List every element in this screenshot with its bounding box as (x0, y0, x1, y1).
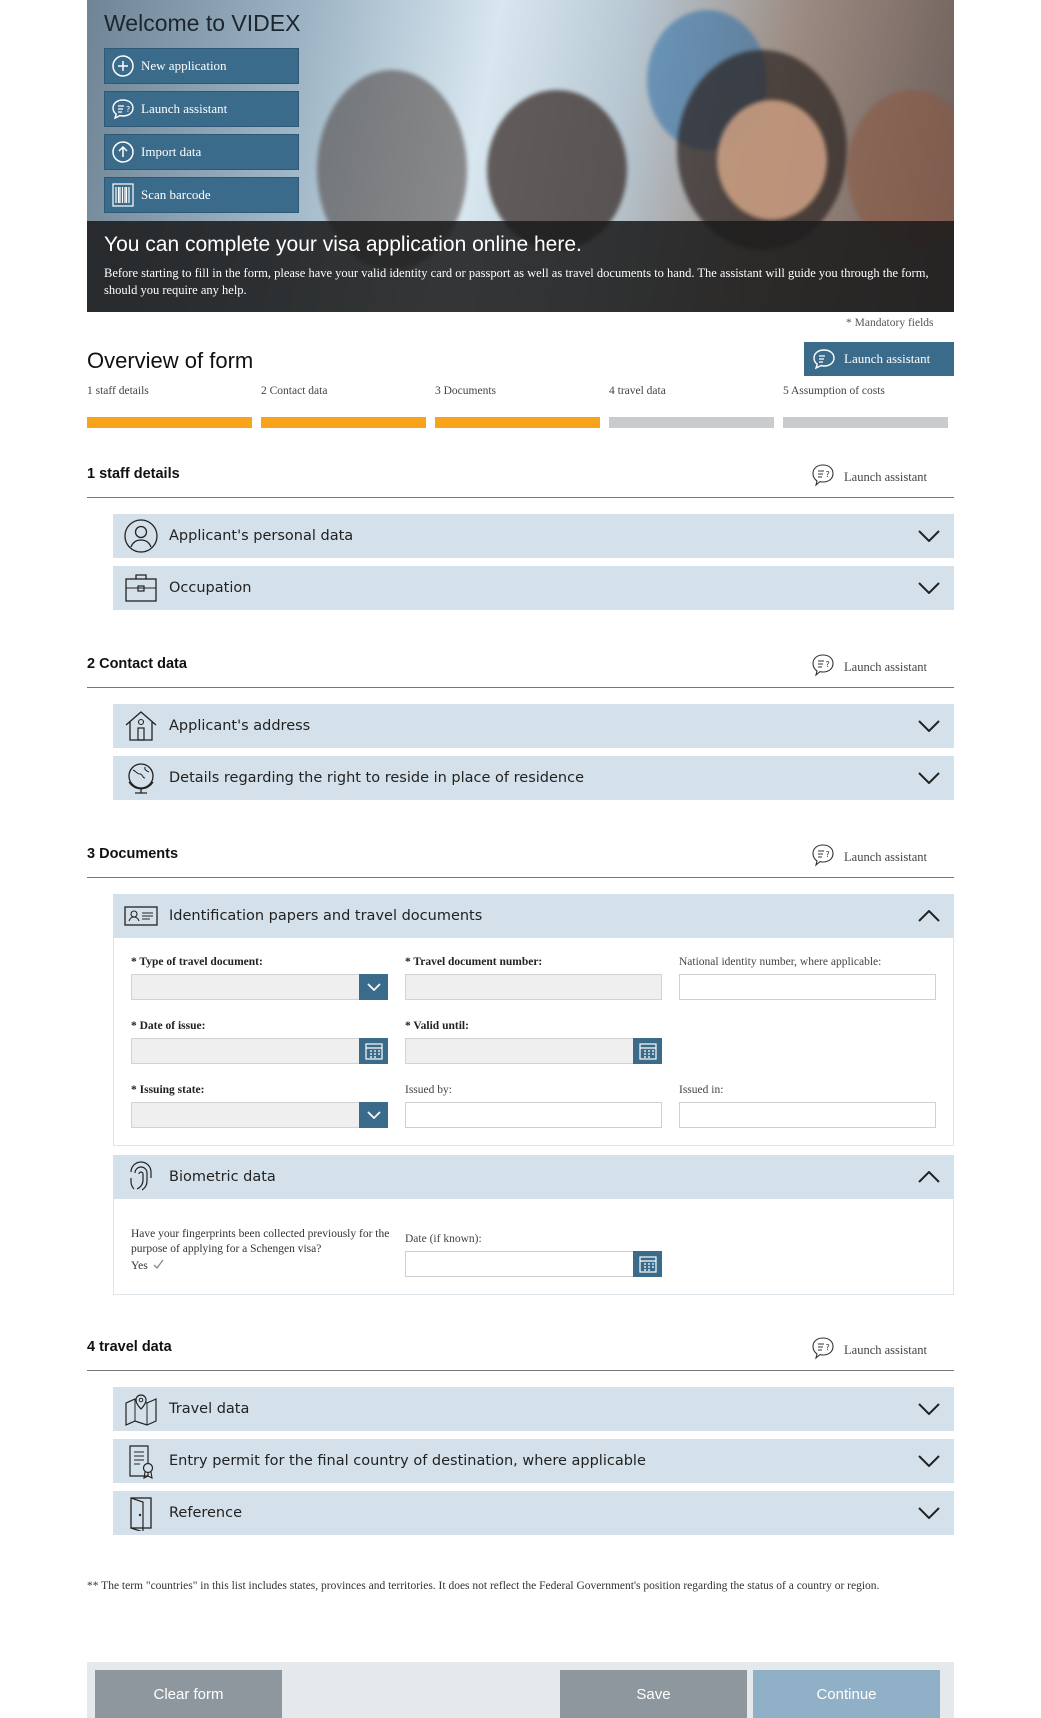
accordion-reference[interactable] (113, 1491, 954, 1535)
accordion-label: Entry permit for the final country of destination, where applicable (169, 1453, 646, 1469)
chat-bubble-icon (105, 91, 141, 127)
chat-bubble-icon (810, 842, 836, 872)
accordion-identification-papers[interactable] (113, 894, 954, 938)
checkmark-icon[interactable] (153, 1259, 164, 1273)
overview-launch-assistant-button[interactable] (804, 342, 954, 376)
chat-bubble-icon (810, 652, 836, 682)
chevron-down-icon (904, 1507, 954, 1519)
house-icon (113, 704, 169, 748)
step-5[interactable] (783, 385, 948, 428)
fingerprint-icon (113, 1155, 169, 1199)
chevron-down-icon[interactable] (359, 974, 388, 1000)
continue-button[interactable]: Continue (753, 1670, 940, 1718)
calendar-icon[interactable] (633, 1038, 662, 1064)
banner-heading: You can complete your visa application online here. (104, 233, 582, 256)
date-of-issue-input[interactable] (131, 1038, 388, 1064)
issued-in-field (679, 1084, 936, 1128)
accordion-label: Reference (169, 1505, 243, 1521)
step-4[interactable] (609, 385, 774, 428)
hero-info-banner (87, 221, 954, 312)
section-title: 1 staff details (87, 466, 180, 482)
step-label: 5 Assumption of costs (783, 385, 885, 397)
import-data-label: Import data (141, 144, 202, 159)
step-label: 3 Documents (435, 385, 497, 397)
hero-title: Welcome to VIDEX (104, 10, 301, 36)
clear-form-button[interactable]: Clear form (95, 1670, 282, 1718)
calendar-icon[interactable] (633, 1251, 662, 1277)
fingerprint-date-input[interactable] (405, 1251, 662, 1277)
accordion-biometric-data[interactable] (113, 1155, 954, 1199)
save-button[interactable]: Save (560, 1670, 747, 1718)
import-data-button[interactable] (104, 134, 299, 170)
section-contact-data-header (87, 648, 954, 688)
accordion-label: Details regarding the right to reside in place of residence (169, 770, 584, 786)
form-footer (87, 1662, 954, 1718)
door-icon (113, 1491, 169, 1535)
id-card-icon (113, 894, 169, 938)
field-label: * Type of travel document: (131, 956, 263, 968)
date-of-issue-field (131, 1020, 388, 1064)
step-progress-bar (435, 417, 600, 428)
overview-launch-label: Launch assistant (844, 351, 931, 366)
accordion-label: Travel data (169, 1401, 250, 1417)
issued-by-input[interactable] (405, 1102, 662, 1128)
accordion-label: Applicant's address (169, 718, 311, 734)
section-launch-assistant-link[interactable] (810, 1335, 927, 1365)
accordion-entry-permit[interactable] (113, 1439, 954, 1483)
fingerprint-date-field (405, 1233, 662, 1277)
accordion-occupation[interactable] (113, 566, 954, 610)
upload-arrow-icon (105, 134, 141, 170)
type-of-travel-document-field (131, 956, 388, 1000)
section-title: 3 Documents (87, 846, 179, 862)
svg-text:?: ? (825, 850, 830, 859)
svg-text:?: ? (825, 660, 830, 669)
section-launch-assistant-link[interactable] (810, 462, 927, 492)
field-label: Issued in: (679, 1084, 724, 1096)
section-launch-assistant-link[interactable] (810, 652, 927, 682)
field-label: * Issuing state: (131, 1084, 205, 1096)
step-label: 1 staff details (87, 385, 149, 397)
issuing-state-field (131, 1084, 388, 1128)
yes-label: Yes (131, 1260, 148, 1272)
section-documents-header (87, 838, 954, 878)
step-2[interactable] (261, 385, 426, 428)
barcode-icon (105, 177, 141, 213)
chat-bubble-icon (804, 347, 844, 371)
launch-assistant-label: Launch assistant (844, 469, 927, 484)
field-label: * Travel document number: (405, 956, 543, 968)
step-label: 4 travel data (609, 385, 666, 397)
accordion-label: Identification papers and travel documents (169, 908, 483, 924)
step-progress-bar (609, 417, 774, 428)
field-label: Date (if known): (405, 1233, 482, 1245)
step-progress-bar (783, 417, 948, 428)
travel-document-number-field (405, 956, 662, 1000)
valid-until-field (405, 1020, 662, 1064)
step-progress-bar (261, 417, 426, 428)
map-pin-icon (113, 1387, 169, 1431)
travel-document-number-input[interactable] (405, 974, 662, 1000)
chevron-down-icon (904, 1403, 954, 1415)
chevron-down-icon (904, 772, 954, 784)
certificate-icon (113, 1439, 169, 1483)
person-icon (113, 514, 169, 558)
briefcase-icon (113, 566, 169, 610)
accordion-label: Occupation (169, 580, 252, 596)
section-staff-details-header (87, 458, 954, 498)
launch-assistant-label: Launch assistant (844, 659, 927, 674)
issued-by-field (405, 1084, 662, 1128)
step-label: 2 Contact data (261, 385, 328, 397)
fingerprints-yes-option[interactable] (131, 1259, 164, 1273)
step-1[interactable] (87, 385, 252, 428)
fingerprints-question: Have your fingerprints been collected previously for the purpose of applying for a Schengen visa? (131, 1228, 390, 1255)
step-3[interactable] (435, 385, 600, 428)
scan-barcode-label: Scan barcode (141, 187, 211, 202)
accordion-applicant-personal-data[interactable] (113, 514, 954, 558)
plus-circle-icon (105, 48, 141, 84)
hero-launch-assistant-button[interactable] (104, 91, 299, 127)
section-launch-assistant-link[interactable] (810, 842, 927, 872)
issued-in-input[interactable] (679, 1102, 936, 1128)
field-label: Issued by: (405, 1084, 452, 1096)
section-title: 2 Contact data (87, 656, 187, 672)
svg-text:?: ? (126, 105, 131, 114)
accordion-travel-data[interactable] (113, 1387, 954, 1431)
accordion-label: Biometric data (169, 1169, 276, 1185)
new-application-label: New application (141, 58, 227, 73)
countries-footnote: ** The term "countries" in this list includes states, provinces and territories. It does not reflect the Federal Government's position regarding the status of a country or region. (87, 1580, 880, 1592)
hero-launch-assistant-label: Launch assistant (141, 101, 228, 116)
national-identity-number-input[interactable] (679, 974, 936, 1000)
issuing-state-select[interactable] (131, 1102, 388, 1128)
svg-text:?: ? (825, 1343, 830, 1352)
calendar-icon[interactable] (359, 1038, 388, 1064)
section-travel-data-header (87, 1331, 954, 1371)
banner-text: Before starting to fill in the form, please have your valid identity card or passport as well as travel documents to hand. The assistant will guide you through the form, should you require any help. (104, 266, 929, 297)
biometric-data-panel (113, 1199, 954, 1295)
accordion-right-to-reside[interactable] (113, 756, 954, 800)
chevron-up-icon (904, 1171, 954, 1183)
chevron-up-icon (904, 910, 954, 922)
field-label: National identity number, where applicable: (679, 956, 882, 968)
accordion-applicant-address[interactable] (113, 704, 954, 748)
field-label: * Date of issue: (131, 1020, 206, 1032)
chat-bubble-icon (810, 1335, 836, 1365)
chevron-down-icon (904, 720, 954, 732)
new-application-button[interactable] (104, 48, 299, 84)
identification-papers-panel (113, 938, 954, 1146)
chevron-down-icon[interactable] (359, 1102, 388, 1128)
scan-barcode-button[interactable] (104, 177, 299, 213)
page-title: Overview of form (87, 348, 254, 373)
chevron-down-icon (904, 582, 954, 594)
national-identity-number-field (679, 956, 936, 1000)
chevron-down-icon (904, 530, 954, 542)
step-progress-bar (87, 417, 252, 428)
field-label: * Valid until: (405, 1020, 469, 1032)
svg-text:?: ? (825, 470, 830, 479)
chevron-down-icon (904, 1455, 954, 1467)
chat-bubble-icon (810, 462, 836, 492)
launch-assistant-label: Launch assistant (844, 1342, 927, 1357)
globe-icon (113, 756, 169, 800)
mandatory-fields-note: * Mandatory fields (846, 317, 934, 329)
launch-assistant-label: Launch assistant (844, 849, 927, 864)
type-of-travel-document-select[interactable] (131, 974, 388, 1000)
accordion-label: Applicant's personal data (169, 528, 354, 544)
hero-banner (87, 0, 954, 312)
valid-until-input[interactable] (405, 1038, 662, 1064)
section-title: 4 travel data (87, 1339, 172, 1355)
